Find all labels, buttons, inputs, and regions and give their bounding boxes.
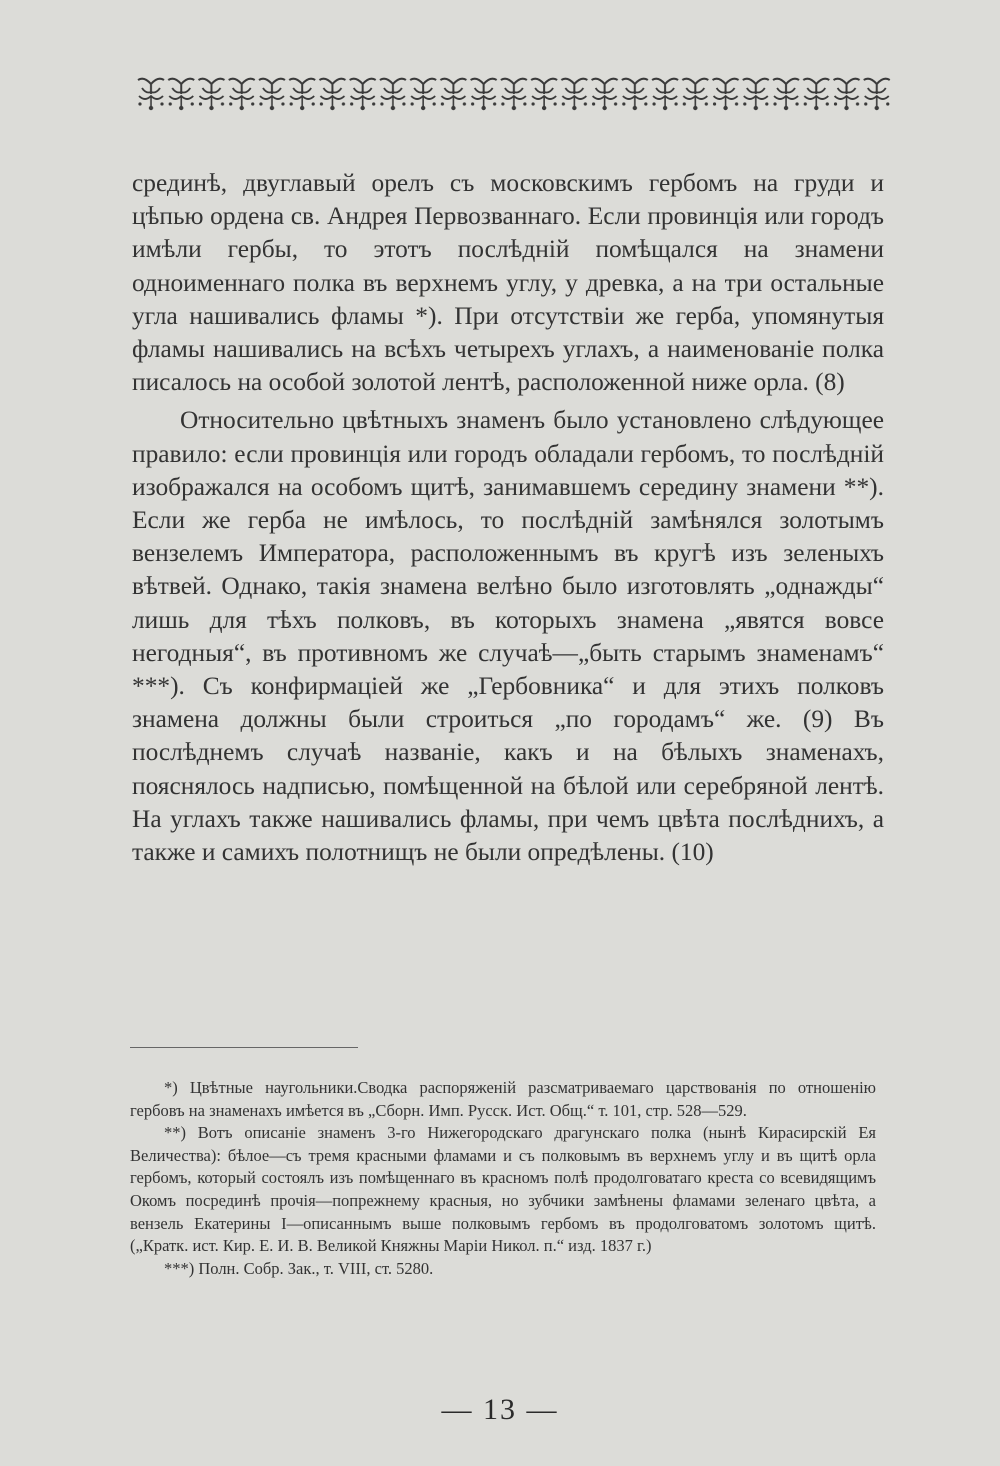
- footnote-separator: [130, 1047, 358, 1048]
- footnote: ***) Полн. Собр. Зак., т. VIII, ст. 5280.: [164, 1258, 434, 1278]
- footnotes: [130, 1077, 876, 1280]
- page-number: — 13 —: [441, 1393, 559, 1426]
- paragraph: Относительно цвѣтныхъ знаменъ было установлено слѣдующее правило: если провинція или городъ обладали гербомъ, то послѣдній изображался на особомъ щитѣ, занимавшемъ середину знамени **). Если же герба не имѣлось, то послѣдній замѣнялся золотымъ вензелемъ Императора, расположеннымъ въ кругѣ изъ зеленыхъ вѣтвей. Однако, такія знамена велѣно было изготовлять „однажды“ лишь для тѣхъ полковъ, въ которыхъ знамена „явятся вовсе негодныя“, въ противномъ же случаѣ—„быть старымъ знаменамъ“ ***). Съ конфирмаціей же „Гербовника“ и для этихъ полковъ знамена должны были строиться „по городамъ“ же. (9) Въ послѣднемъ случаѣ названіе, какъ и на бѣлыхъ знаменахъ, пояснялось надписью, помѣщенной на бѣлой или серебряной лентѣ. На углахъ также нашивались фламы, при чемъ цвѣта послѣднихъ, а также и самихъ полотнищъ не были опредѣлены. (10): [132, 406, 884, 867]
- footnote: *) Цвѣтные наугольники.Сводка распоряженій разсматриваемаго царствованія по отношенію гербовъ на знаменахъ имѣется въ „Сборн. Имп. Русск. Ист. Общ.“ т. 101, стр. 528—529.: [130, 1078, 876, 1120]
- footnote: **) Вотъ описаніе знаменъ 3-го Нижегородскаго драгунскаго полка (нынѣ Кирасирскій Ея Величества): бѣлое—съ тремя красными фламами и съ полковымъ въ верхнемъ углу и въ щитѣ орла гербомъ, который состоялъ изъ помѣщеннаго въ красномъ полѣ продолговатаго креста со всевидящимъ Окомъ посрединѣ прочія—попрежнему красныя, но зубчики замѣнены фламами зеленаго цвѣта, а вензель Екатерины I—описаннымъ выше полковымъ гербомъ въ продолговатомъ золотомъ щитѣ. („Кратк. ист. Кир. Е. И. В. Великой Княжны Маріи Никол. п.“ изд. 1837 г.): [130, 1123, 876, 1256]
- main-text: [132, 167, 884, 869]
- paragraph: срединѣ, двуглавый орелъ съ московскимъ гербомъ на груди и цѣпью ордена св. Андрея Первозваннаго. Если провинція или городъ имѣли гербы, то этотъ послѣдній помѣщался на знамени одноименнаго полка въ верхнемъ углу, у древка, а на три остальные угла нашивались фламы *). При отсутствіи же герба, упомянутыя фламы нашивались на всѣхъ четырехъ углахъ, а наименованіе полка писалось на особой золотой лентѣ, расположенной ниже орла. (8): [132, 169, 884, 397]
- decorative-ornament-band: [136, 74, 892, 114]
